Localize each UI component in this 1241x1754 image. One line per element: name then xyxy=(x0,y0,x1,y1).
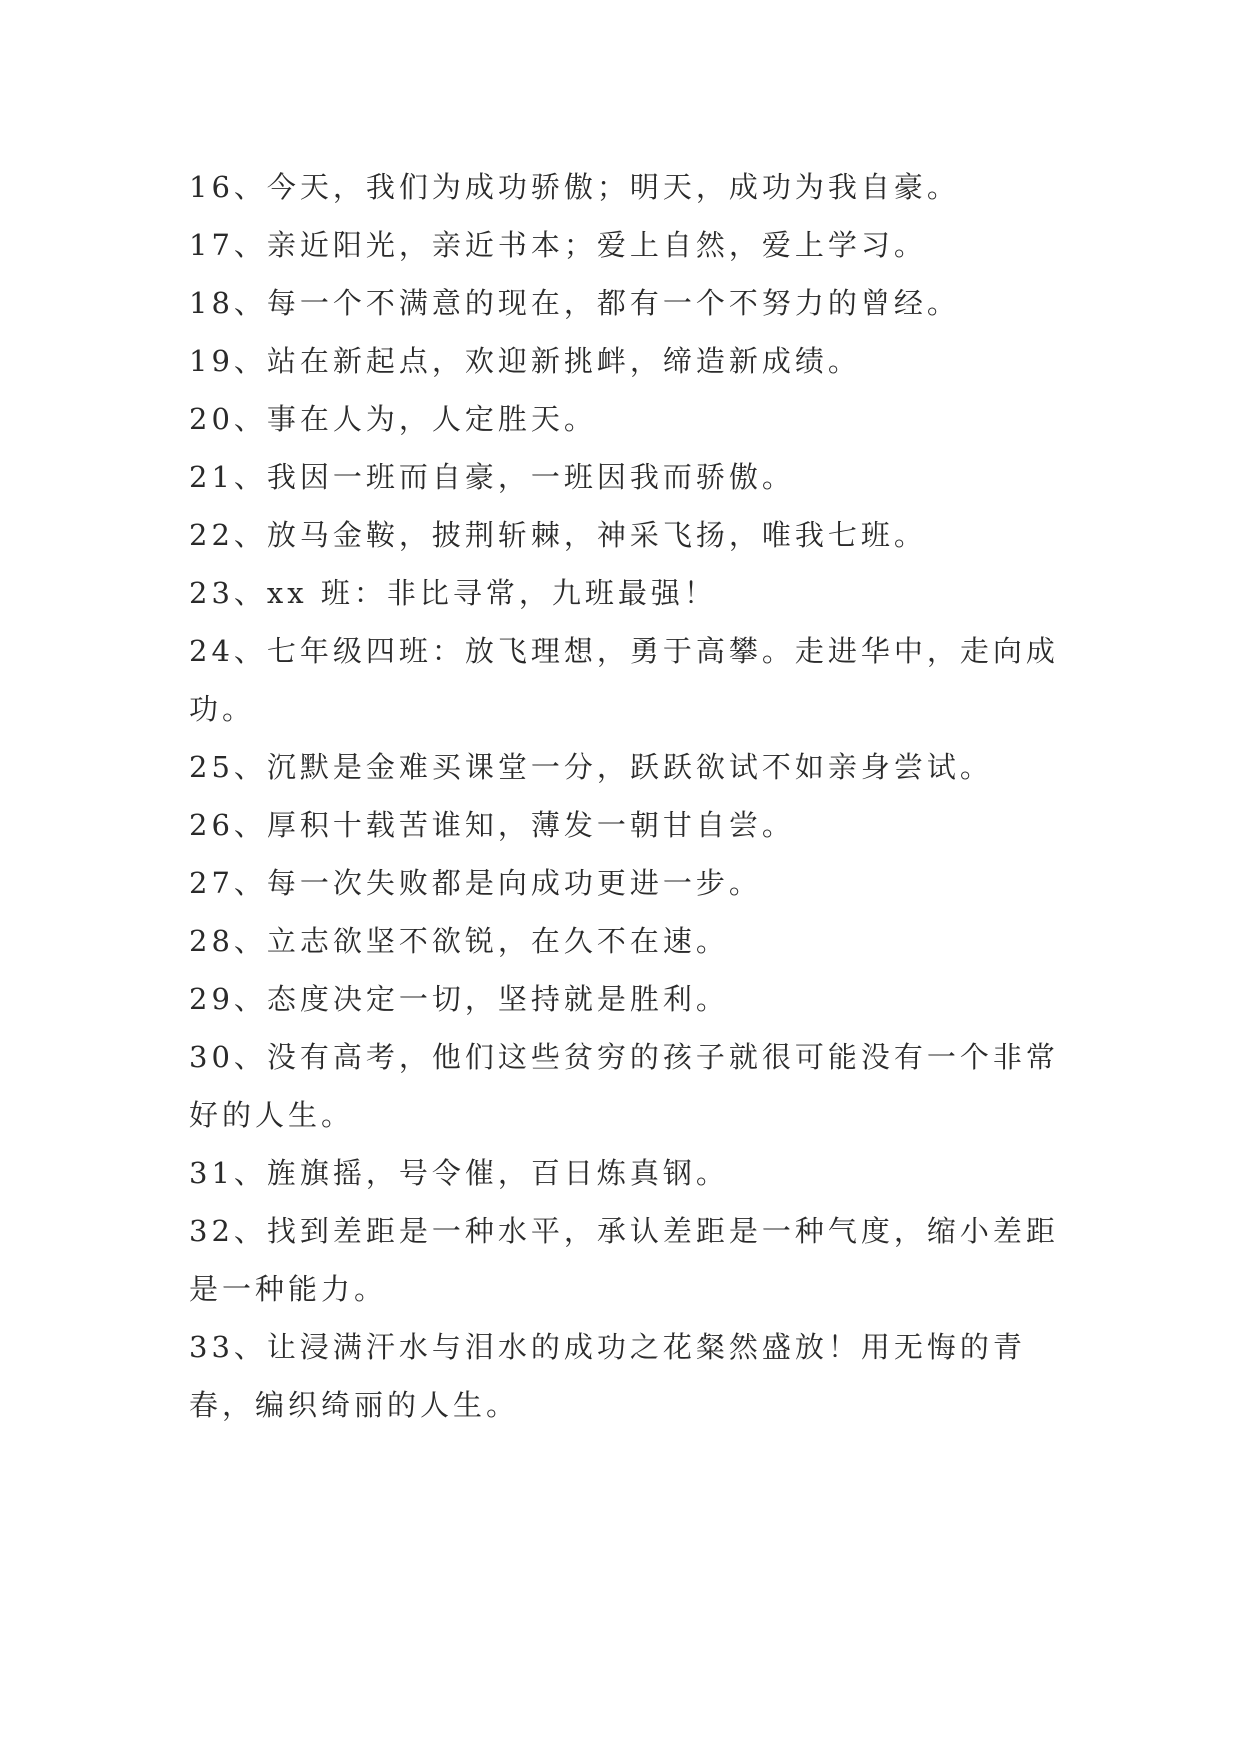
slogan-line: 31、旌旗摇，号令催，百日炼真钢。 xyxy=(189,1156,729,1190)
slogan-list xyxy=(189,158,1069,1434)
slogan-line: 21、我因一班而自豪，一班因我而骄傲。 xyxy=(189,460,795,494)
slogan-line: 30、没有高考，他们这些贫穷的孩子就很可能没有一个非常好的人生。 xyxy=(189,1040,1059,1132)
slogan-line: 22、放马金鞍，披荆斩棘，神采飞扬，唯我七班。 xyxy=(189,518,927,552)
slogan-line: 27、每一次失败都是向成功更进一步。 xyxy=(189,866,762,900)
slogan-line: 20、事在人为，人定胜天。 xyxy=(189,402,597,436)
slogan-line: 24、七年级四班：放飞理想，勇于高攀。走进华中，走向成功。 xyxy=(189,634,1059,726)
slogan-line: 16、今天，我们为成功骄傲；明天，成功为我自豪。 xyxy=(189,170,960,204)
slogan-line: 33、让浸满汗水与泪水的成功之花粲然盛放！用无悔的青春，编织绮丽的人生。 xyxy=(189,1330,1026,1422)
slogan-line: 28、立志欲坚不欲锐，在久不在速。 xyxy=(189,924,729,958)
slogan-line: 29、态度决定一切，坚持就是胜利。 xyxy=(189,982,729,1016)
slogan-line: 18、每一个不满意的现在，都有一个不努力的曾经。 xyxy=(189,286,960,320)
slogan-line: 19、站在新起点，欢迎新挑衅，缔造新成绩。 xyxy=(189,344,861,378)
slogan-line: 25、沉默是金难买课堂一分，跃跃欲试不如亲身尝试。 xyxy=(189,750,993,784)
slogan-line: 23、xx 班：非比寻常，九班最强！ xyxy=(189,576,717,610)
slogan-line: 26、厚积十载苦谁知，薄发一朝甘自尝。 xyxy=(189,808,795,842)
slogan-line: 32、找到差距是一种水平，承认差距是一种气度，缩小差距是一种能力。 xyxy=(189,1214,1059,1306)
slogan-line: 17、亲近阳光，亲近书本；爱上自然，爱上学习。 xyxy=(189,228,927,262)
